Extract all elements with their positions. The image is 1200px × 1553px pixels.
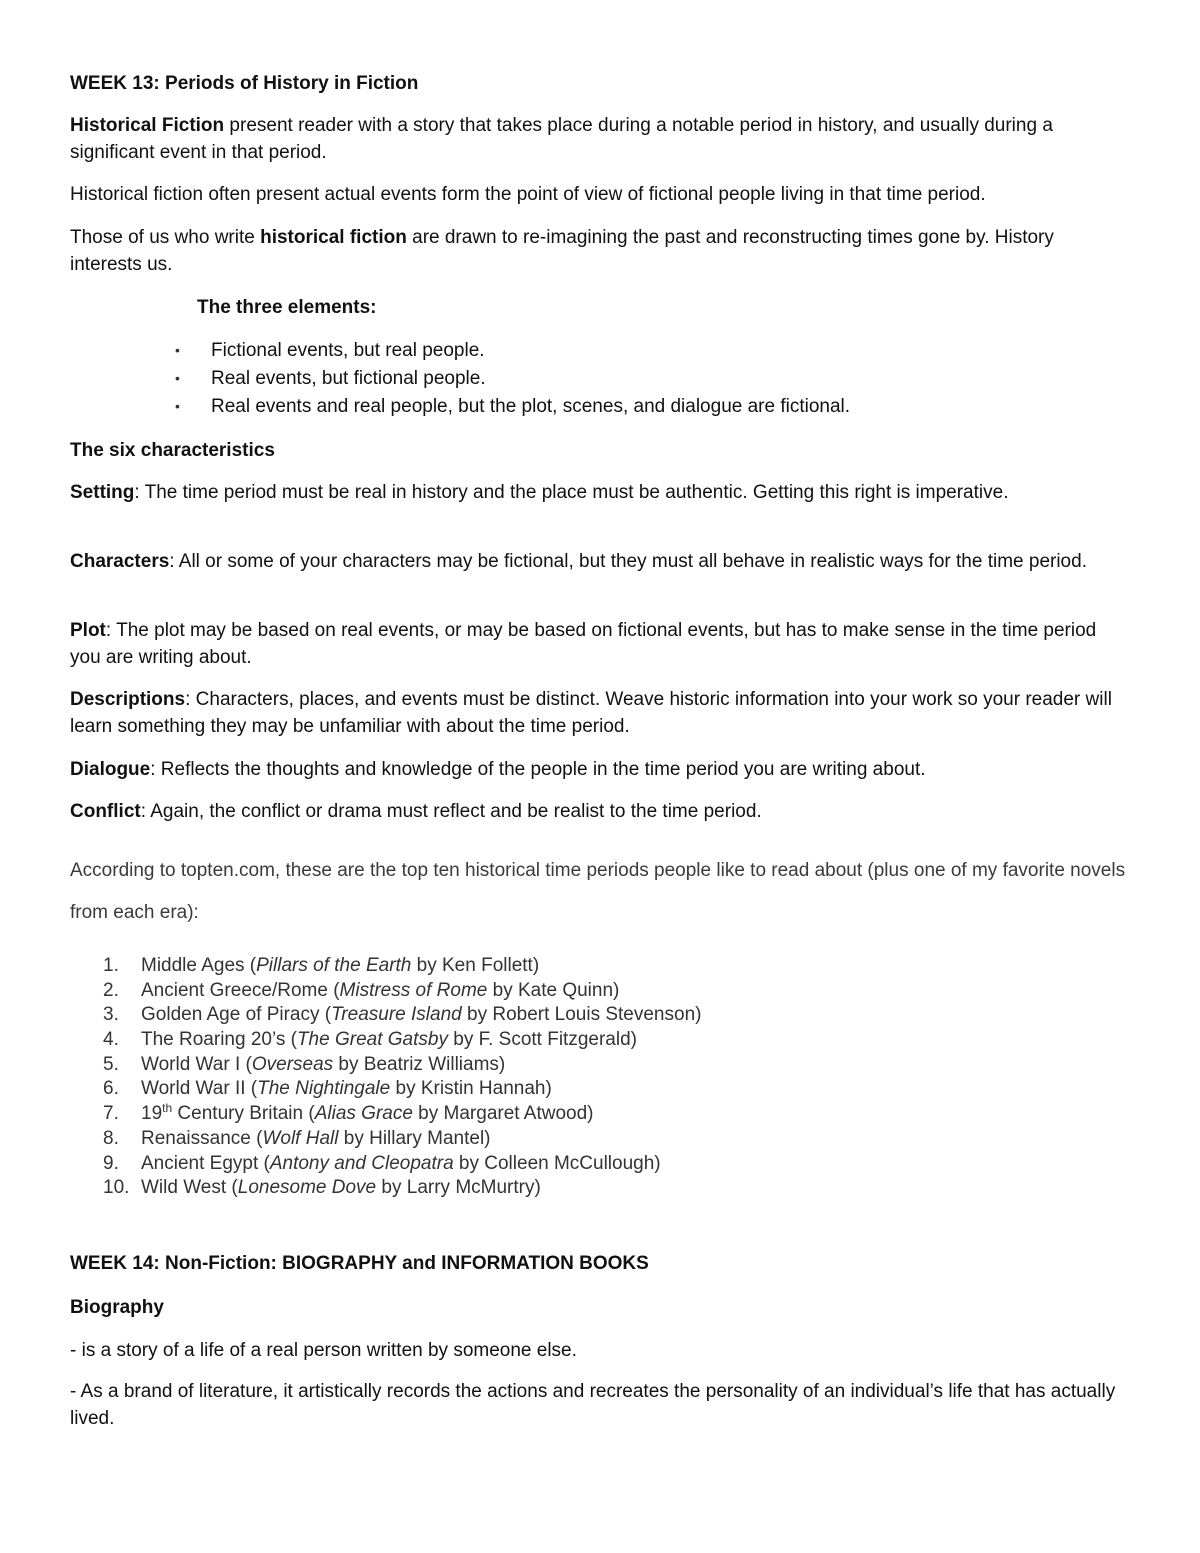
era-text: World War II (	[141, 1078, 258, 1100]
book-title: Lonesome Dove	[237, 1177, 377, 1199]
ordinal-suffix: th	[162, 1101, 173, 1116]
list-number: 8.	[103, 1127, 119, 1149]
list-item	[70, 1102, 1130, 1127]
term-historical-fiction-inline: historical fiction	[260, 227, 407, 248]
list-item	[70, 979, 1130, 1004]
characteristic-conflict	[70, 798, 1130, 825]
author-text: by Kate Quinn)	[487, 979, 620, 1001]
list-item	[70, 1003, 1130, 1028]
era-text: Renaissance (	[141, 1127, 263, 1149]
characteristic-dialogue	[70, 756, 1130, 783]
week14-title: WEEK 14: Non-Fiction: BIOGRAPHY and INFORMATION BOOKS	[70, 1253, 649, 1274]
periods-list	[70, 954, 1130, 1201]
bullet-icon: •	[175, 370, 180, 386]
list-item	[70, 393, 1130, 421]
era-text: Middle Ages (	[141, 955, 257, 976]
list-number: 10.	[103, 1177, 130, 1199]
author-text: by Larry McMurtry)	[376, 1177, 541, 1199]
era-text: Wild West (	[141, 1177, 238, 1199]
characteristic-term: Setting	[70, 482, 135, 503]
list-item	[70, 1176, 1130, 1201]
characteristics-heading: The six characteristics	[70, 440, 275, 461]
list-item	[70, 1152, 1130, 1177]
list-number: 6.	[103, 1078, 119, 1100]
list-number: 2.	[103, 979, 119, 1001]
elements-list	[70, 337, 1130, 421]
biography-point-1: - is a story of a life of a real person written by someone else.	[70, 1340, 577, 1361]
periods-list-wrapper	[70, 954, 1130, 1201]
list-item	[70, 1053, 1130, 1078]
author-text: by Robert Louis Stevenson)	[461, 1004, 702, 1026]
book-title: Wolf Hall	[262, 1127, 339, 1149]
characteristic-text: : All or some of your characters may be fictional, but they must all behave in realistic ways for the time period.	[169, 551, 1087, 572]
bullet-icon: •	[175, 342, 180, 358]
characteristic-text: : Characters, places, and events must be distinct. Weave historic information into your work so your reader will learn something they may be unfamiliar with about the time period.	[70, 689, 1112, 737]
list-item	[70, 954, 1130, 979]
list-number: 4.	[103, 1029, 119, 1051]
characteristic-text: : Again, the conflict or drama must reflect and be realist to the time period.	[140, 801, 762, 822]
characteristic-term: Characters	[70, 551, 170, 572]
biography-heading: Biography	[70, 1297, 164, 1318]
list-number: 5.	[103, 1053, 119, 1075]
week13-title: WEEK 13: Periods of History in Fiction	[70, 73, 419, 94]
characteristic-plot	[70, 617, 1130, 671]
author-text: by Beatriz Williams)	[333, 1053, 506, 1075]
era-text: Ancient Egypt (	[141, 1152, 270, 1174]
era-text: Ancient Greece/Rome (	[141, 979, 340, 1001]
book-title: The Nightingale	[257, 1078, 391, 1100]
characteristic-text: : The plot may be based on real events, or may be based on fictional events, but has to make sense in the time period you are writing about.	[70, 620, 1097, 668]
bullet-icon: •	[175, 398, 180, 414]
list-number: 7.	[103, 1103, 119, 1125]
biography-point-2: - As a brand of literature, it artistically records the actions and recreates the personality of an individual’s life that has actually lived.	[70, 1381, 1116, 1429]
book-title: Treasure Island	[331, 1004, 462, 1026]
author-text: by Ken Follett)	[411, 955, 540, 976]
book-title: Antony and Cleopatra	[269, 1152, 454, 1174]
author-text: by Kristin Hannah)	[390, 1078, 552, 1100]
author-text: by F. Scott Fitzgerald)	[447, 1029, 637, 1051]
list-item	[70, 365, 1130, 393]
list-item-text: Fictional events, but real people.	[211, 340, 485, 361]
characteristic-text: : The time period must be real in history and the place must be authentic. Getting this right is imperative.	[134, 482, 1009, 503]
list-number: 1.	[103, 955, 119, 976]
era-text: 19	[141, 1103, 163, 1125]
author-text: by Hillary Mantel)	[338, 1127, 491, 1149]
historical-fiction-point-of-view: Historical fiction often present actual events form the point of view of fictional people living in that time period.	[70, 184, 986, 205]
list-item-text: Real events and real people, but the plot, scenes, and dialogue are fictional.	[211, 396, 851, 417]
era-text: Century Britain (	[172, 1103, 315, 1125]
characteristic-term: Conflict	[70, 801, 141, 822]
characteristic-setting	[70, 479, 1130, 506]
book-title: Mistress of Rome	[339, 979, 488, 1001]
list-item	[70, 1127, 1130, 1152]
author-text: by Colleen McCullough)	[453, 1152, 661, 1174]
definition-text: present reader with a story that takes place during a notable period in history, and usually during a significant event in that period.	[70, 115, 1053, 163]
era-text: World War I (	[141, 1053, 252, 1075]
characteristic-characters	[70, 548, 1130, 575]
para-text: Those of us who write	[70, 227, 261, 248]
book-title: Overseas	[251, 1053, 334, 1075]
author-text: by Margaret Atwood)	[412, 1103, 594, 1125]
characteristic-descriptions	[70, 686, 1130, 740]
list-number: 9.	[103, 1152, 119, 1174]
historical-fiction-definition	[70, 112, 1130, 166]
topten-intro: According to topten.com, these are the top ten historical time periods people like to read about (plus one of my favorite novels from each era):	[70, 860, 1126, 923]
list-item	[70, 1077, 1130, 1102]
characteristic-text: : Reflects the thoughts and knowledge of the people in the time period you are writing about.	[150, 759, 926, 780]
list-item	[70, 337, 1130, 365]
era-text: Golden Age of Piracy (	[141, 1004, 332, 1026]
characteristic-term: Dialogue	[70, 759, 151, 780]
para-text: are drawn to re-imagining the past and reconstructing times gone by. History interests us.	[70, 227, 1054, 275]
characteristic-term: Descriptions	[70, 689, 186, 710]
elements-list-wrapper	[70, 337, 1130, 421]
era-text: The Roaring 20’s (	[141, 1029, 297, 1051]
book-title: Alias Grace	[314, 1103, 413, 1125]
list-item-text: Real events, but fictional people.	[211, 368, 486, 389]
book-title: The Great Gatsby	[296, 1029, 448, 1051]
writers-interest-paragraph	[70, 224, 1130, 278]
list-item	[70, 1028, 1130, 1053]
book-title: Pillars of the Earth	[256, 955, 412, 976]
characteristic-term: Plot	[70, 620, 106, 641]
elements-heading: The three elements:	[197, 297, 377, 318]
term-historical-fiction: Historical Fiction	[70, 115, 225, 136]
list-number: 3.	[103, 1004, 119, 1026]
